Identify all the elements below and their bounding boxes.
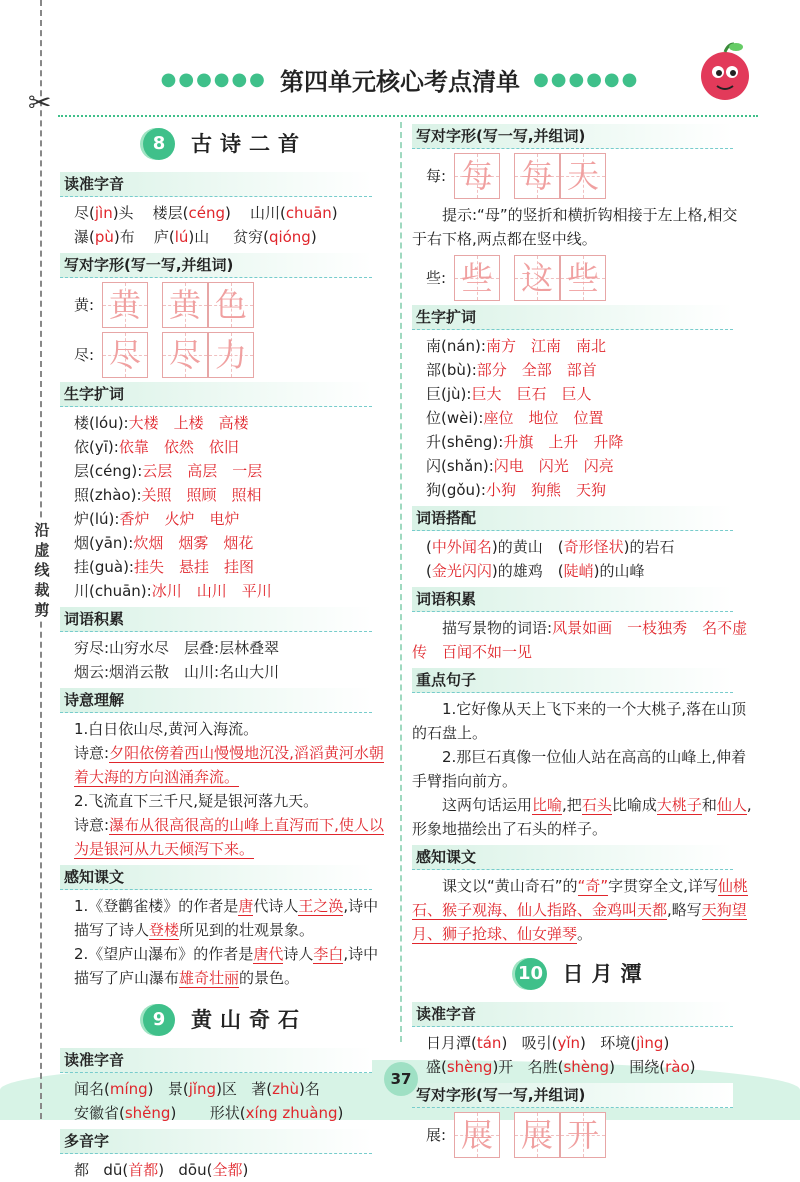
tian-grid-cell: 展 <box>454 1112 500 1158</box>
expand-row: 楼(lóu):大楼 上楼 高楼 <box>74 414 249 432</box>
section-label: 多音字 <box>60 1129 372 1154</box>
section-label: 词语搭配 <box>412 506 733 531</box>
section-label: 读准字音 <box>60 1048 372 1073</box>
read-row: 瀑(pù)布 庐(lú)山 贫穷(qióng) <box>74 228 317 246</box>
write-row: 尽: 尽 尽 力 <box>60 332 390 378</box>
tian-grid-cell: 展 <box>514 1112 560 1158</box>
expand-row: 部(bù):部分 全部 部首 <box>426 361 597 379</box>
tian-grid-cell: 些 <box>454 255 500 301</box>
collocate-row: (金光闪闪)的雄鸡 (陡峭)的山峰 <box>426 562 645 580</box>
expand-row: 挂(guà):挂失 悬挂 挂图 <box>74 558 254 576</box>
lesson-number-badge: 10 <box>515 958 547 990</box>
cut-instruction: 沿虚线裁剪 <box>30 520 54 620</box>
column-divider <box>400 122 402 1042</box>
dots-left: ●●●●●● <box>160 69 267 90</box>
key-analysis: 这两句话运用比喻,把石头比喻成大桃子和仙人,形象地描绘出了石头的样子。 <box>412 796 752 838</box>
collocate-row: (中外闻名)的黄山 (奇形怪状)的岩石 <box>426 538 675 556</box>
lesson-9-heading <box>60 1004 390 1036</box>
write-row: 展: 展 展 开 <box>412 1112 752 1158</box>
read-row: 安徽省(shěng) 形状(xíng zhuàng) <box>74 1104 344 1122</box>
tian-grid-cell: 黄 <box>102 282 148 328</box>
key-sentence: 2.那巨石真像一位仙人站在高高的山峰上,伸着手臂指向前方。 <box>412 748 747 790</box>
poem-meaning: 诗意:瀑布从很高很高的山峰上直泻而下,使人以为是银河从九天倾泻下来。 <box>74 816 384 858</box>
section-label: 词语积累 <box>412 587 733 612</box>
section-label: 写对字形(写一写,并组词) <box>412 1083 733 1108</box>
poem-line: 2.飞流直下三千尺,疑是银河落九天。 <box>74 792 319 810</box>
tian-grid-cell: 些 <box>560 255 606 301</box>
write-row: 黄: 黄 黄 色 <box>60 282 390 328</box>
expand-row: 依(yī):依靠 依然 依旧 <box>74 438 239 456</box>
expand-row: 升(shēng):升旗 上升 升降 <box>426 433 624 451</box>
tian-grid-cell: 每 <box>514 153 560 199</box>
dots-right: ●●●●●● <box>533 69 640 90</box>
section-label: 词语积累 <box>60 607 372 632</box>
section-label: 写对字形(写一写,并组词) <box>60 253 372 278</box>
tian-grid-cell: 开 <box>560 1112 606 1158</box>
page-number: 37 <box>384 1062 418 1096</box>
perceive-text: 课文以“黄山奇石”的“奇”字贯穿全文,详写仙桃石、猴子观海、仙人指路、金鸡叫天都,略写天狗望月、狮子抢球、仙女弹琴。 <box>412 877 748 943</box>
page-header <box>0 62 800 97</box>
expand-row: 烟(yān):炊烟 烟雾 烟花 <box>74 534 254 552</box>
write-row: 每: 每 每 天 <box>412 153 752 199</box>
page-title: 第四单元核心考点清单 <box>280 67 520 96</box>
poem-line: 1.白日依山尽,黄河入海流。 <box>74 720 259 738</box>
left-column <box>60 120 390 1182</box>
tian-grid-cell: 力 <box>208 332 254 378</box>
read-row: 尽(jìn)头 楼层(céng) 山川(chuān) <box>74 204 338 222</box>
writing-tip: 提示:“母”的竖折和横折钩相接于左上格,相交于右下格,两点都在竖中线。 <box>412 206 738 248</box>
expand-row: 位(wèi):座位 地位 位置 <box>426 409 604 427</box>
lesson-title: 古诗二首 <box>191 131 307 156</box>
tian-grid-cell: 黄 <box>162 282 208 328</box>
apple-mascot-icon <box>690 38 760 108</box>
expand-row: 巨(jù):巨大 巨石 巨人 <box>426 385 592 403</box>
lesson-8-heading <box>60 128 390 160</box>
expand-row: 层(céng):云层 高层 一层 <box>74 462 263 480</box>
section-label: 读准字音 <box>60 172 372 197</box>
perceive-text: 1.《登鹳雀楼》的作者是唐代诗人王之涣,诗中描写了诗人登楼所见到的壮观景象。 <box>74 897 379 939</box>
header-rule <box>58 115 758 117</box>
expand-row: 川(chuān):冰川 山川 平川 <box>74 582 272 600</box>
polyphone-row: 都 dū(首都) dōu(全都) <box>74 1161 249 1179</box>
section-label: 读准字音 <box>412 1002 733 1027</box>
section-label: 生字扩词 <box>60 382 372 407</box>
lesson-title: 黄山奇石 <box>191 1007 307 1032</box>
tian-grid-cell: 天 <box>560 153 606 199</box>
read-row: 盛(shèng)开 名胜(shèng) 围绕(rào) <box>426 1058 696 1076</box>
scissors-icon: ✂ <box>28 86 52 119</box>
section-label: 写对字形(写一写,并组词) <box>412 124 733 149</box>
expand-row: 炉(lú):香炉 火炉 电炉 <box>74 510 240 528</box>
section-label: 感知课文 <box>60 865 372 890</box>
expand-row: 闪(shǎn):闪电 闪光 闪亮 <box>426 457 614 475</box>
tian-grid-cell: 每 <box>454 153 500 199</box>
tian-grid-cell: 尽 <box>102 332 148 378</box>
write-row: 些: 些 这 些 <box>412 255 752 301</box>
read-row: 闻名(míng) 景(jǐng)区 著(zhù)名 <box>74 1080 320 1098</box>
expand-row: 照(zhào):关照 照顾 照相 <box>74 486 262 504</box>
lesson-10-heading <box>412 958 752 990</box>
accum-text: 描写景物的词语:风景如画 一枝独秀 名不虚传 百闻不如一见 <box>412 619 748 661</box>
section-label: 生字扩词 <box>412 305 733 330</box>
lesson-title: 日月潭 <box>562 961 650 986</box>
perceive-text: 2.《望庐山瀑布》的作者是唐代诗人李白,诗中描写了庐山瀑布雄奇壮丽的景色。 <box>74 945 379 987</box>
accum-row: 穷尽:山穷水尽 层叠:层林叠翠 <box>74 639 280 657</box>
section-label: 重点句子 <box>412 668 733 693</box>
read-row: 日月潭(tán) 吸引(yǐn) 环境(jìng) <box>426 1034 670 1052</box>
poem-meaning: 诗意:夕阳依傍着西山慢慢地沉没,滔滔黄河水朝着大海的方向汹涌奔流。 <box>74 744 384 786</box>
lesson-number-badge: 9 <box>143 1004 175 1036</box>
section-label: 感知课文 <box>412 845 733 870</box>
key-sentence: 1.它好像从天上飞下来的一个大桃子,落在山顶的石盘上。 <box>412 700 747 742</box>
accum-row: 烟云:烟消云散 山川:名山大川 <box>74 663 280 681</box>
tian-grid-cell: 这 <box>514 255 560 301</box>
right-column <box>412 120 752 1162</box>
tian-grid-cell: 色 <box>208 282 254 328</box>
section-label: 诗意理解 <box>60 688 372 713</box>
tian-grid-cell: 尽 <box>162 332 208 378</box>
expand-row: 南(nán):南方 江南 南北 <box>426 337 606 355</box>
expand-row: 狗(gǒu):小狗 狗熊 天狗 <box>426 481 606 499</box>
lesson-number-badge: 8 <box>143 128 175 160</box>
